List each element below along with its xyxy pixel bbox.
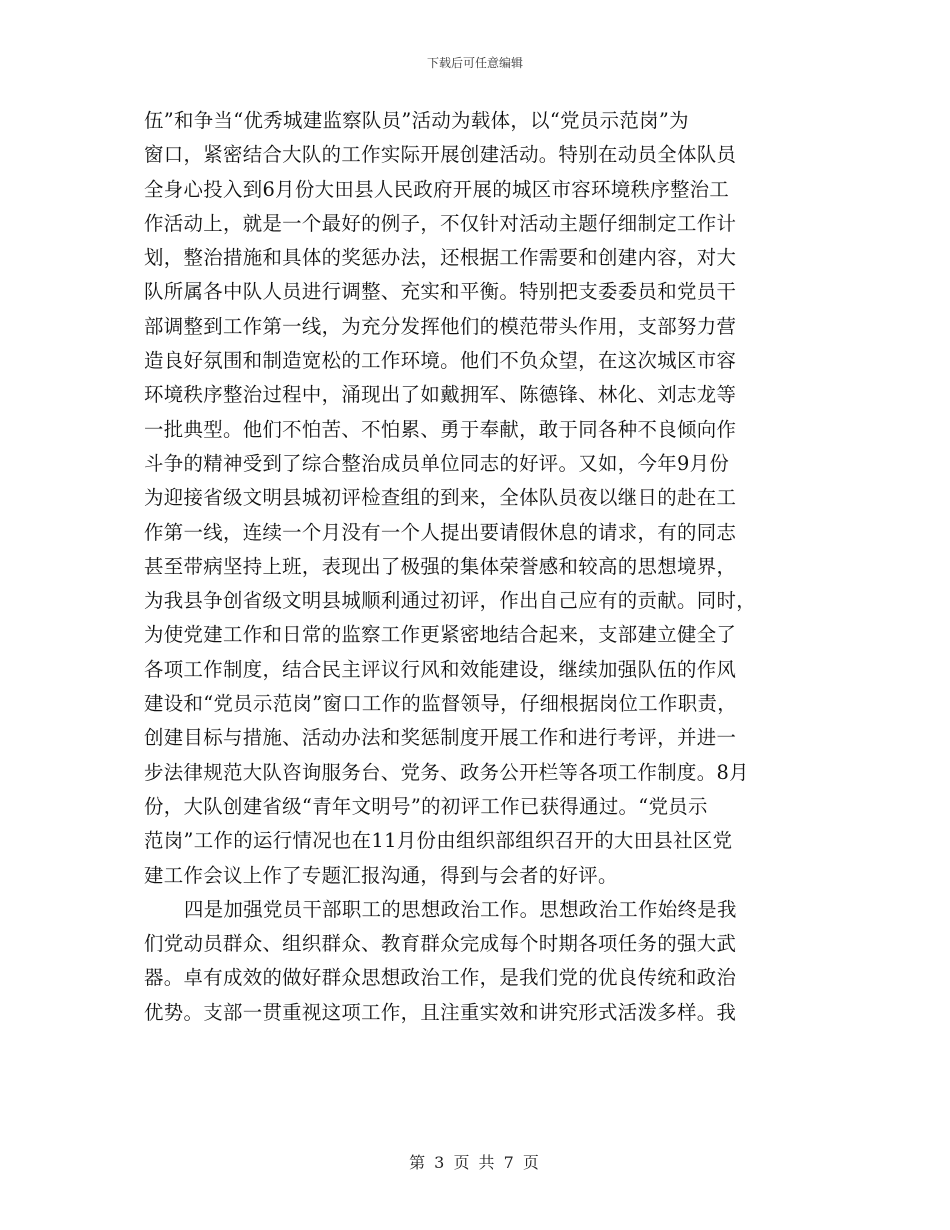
- body-text: [144, 104, 794, 1030]
- text-line: 建工作会议上作了专题汇报沟通，得到与会者的好评。: [144, 863, 618, 887]
- text-line: 队所属各中队人员进行调整、充实和平衡。特别把支委委员和党员干: [144, 280, 737, 304]
- text-line: 为迎接省级文明县城初评检查组的到来，全体队员夜以继日的赴在工: [144, 486, 737, 510]
- text-line: 们党动员群众、组织群众、教育群众完成每个时期各项任务的强大武: [144, 932, 737, 956]
- text-line: 环境秩序整治过程中，涌现出了如戴拥军、陈德锋、林化、刘志龙等: [144, 383, 737, 407]
- text-line: 为我县争创省级文明县城顺利通过初评，作出自己应有的贡献。同时，: [144, 589, 756, 613]
- text-line: 部调整到工作第一线，为充分发挥他们的模范带头作用，支部努力营: [144, 314, 737, 338]
- text-line: 划，整治措施和具体的奖惩办法，还根据工作需要和创建内容，对大: [144, 246, 737, 270]
- text-line: 各项工作制度，结合民主评议行风和效能建设，继续加强队伍的作风: [144, 657, 737, 681]
- text-line: 斗争的精神受到了综合整治成员单位同志的好评。又如，今年9月份: [144, 451, 730, 475]
- text-line: 器。卓有成效的做好群众思想政治工作，是我们党的优良传统和政治: [144, 966, 737, 990]
- text-line: 造良好氛围和制造宽松的工作环境。他们不负众望，在这次城区市容: [144, 349, 737, 373]
- text-line: 为使党建工作和日常的监察工作更紧密地结合起来，支部建立健全了: [144, 623, 737, 647]
- text-line: 作第一线，连续一个月没有一个人提出要请假休息的请求，有的同志: [144, 520, 737, 544]
- text-line: 范岗”工作的运行情况也在11月份由组织部组织召开的大田县社区党: [144, 829, 733, 853]
- page-number-footer: 第 3 页 共 7 页: [409, 1153, 541, 1172]
- text-line: 甚至带病坚持上班，表现出了极强的集体荣誉感和较高的思想境界，: [144, 554, 737, 578]
- text-line: 优势。支部一贯重视这项工作，且注重实效和讲究形式活泼多样。我: [144, 1000, 737, 1024]
- text-line: 一批典型。他们不怕苦、不怕累、勇于奉献，敢于同各种不良倾向作: [144, 417, 737, 441]
- paragraph-first-line: 四是加强党员干部职工的思想政治工作。思想政治工作始终是我: [184, 897, 737, 921]
- text-line: 窗口，紧密结合大队的工作实际开展创建活动。特别在动员全体队员: [144, 143, 737, 167]
- page-header-note: 下载后可任意编辑: [426, 56, 523, 70]
- text-line: 份，大队创建省级“青年文明号”的初评工作已获得通过。“党员示: [144, 794, 708, 818]
- text-line: 全身心投入到6月份大田县人民政府开展的城区市容环境秩序整治工: [144, 177, 730, 201]
- text-line: 步法律规范大队咨询服务台、党务、政务公开栏等各项工作制度。8月: [144, 760, 749, 784]
- text-line: 作活动上，就是一个最好的例子，不仅针对活动主题仔细制定工作计: [144, 211, 737, 235]
- text-line: 创建目标与措施、活动办法和奖惩制度开展工作和进行考评，并进一: [144, 726, 737, 750]
- text-line: 建设和“党员示范岗”窗口工作的监督领导，仔细根据岗位工作职责，: [144, 692, 738, 716]
- text-line: 伍”和争当“优秀城建监察队员”活动为载体，以“党员示范岗”为: [144, 109, 689, 132]
